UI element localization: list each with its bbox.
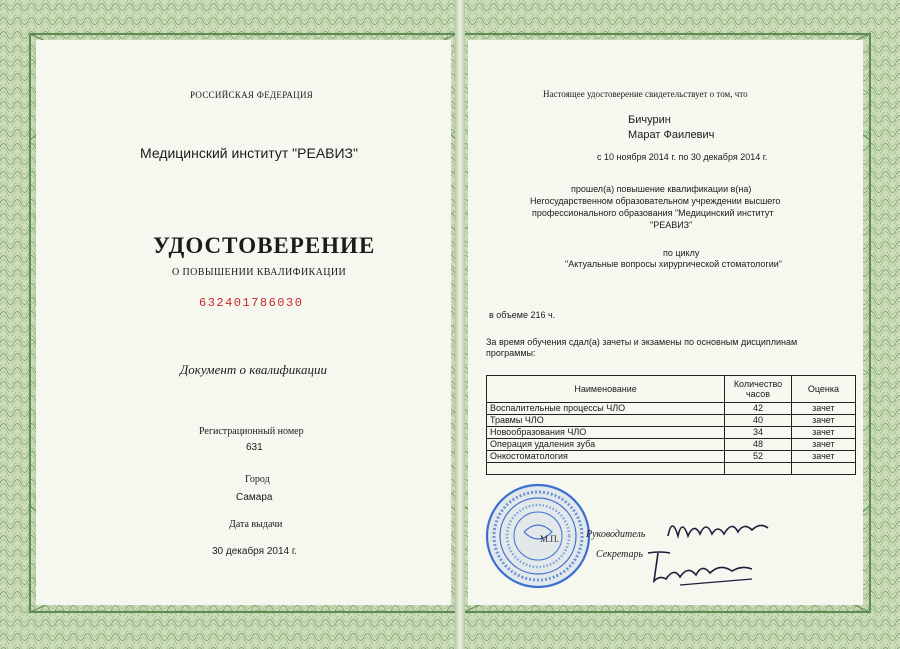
serial-number: 632401786030 [199,296,304,310]
reg-number-label: Регистрационный номер [199,426,304,437]
reg-number-value: 631 [246,442,263,453]
discipline-hours: 42 [725,403,792,415]
discipline-grade [791,463,855,475]
issue-date-label: Дата выдачи [229,519,283,530]
discipline-name [487,463,725,475]
passed-line-3: профессионального образования "Медицинский институт [532,208,774,218]
issue-date-value: 30 декабря 2014 г. [212,546,298,557]
disciplines-table [486,375,856,475]
passed-line-1: прошел(а) повышение квалификации в(на) [571,184,752,194]
discipline-grade: зачет [791,451,855,463]
cycle-value: "Актуальные вопросы хирургической стоматологии" [565,259,782,269]
holder-surname: Бичурин [628,114,671,126]
exams-line-2: программы: [486,348,536,358]
exams-line-1: За время обучения сдал(а) зачеты и экзамены по основным дисциплинам [486,337,798,347]
discipline-hours [725,463,792,475]
official-stamp [484,482,592,590]
table-row [487,463,856,475]
intro-text: Настоящее удостоверение свидетельствует о том, что [543,89,748,99]
head-signature-label: Руководитель [586,529,646,540]
document-title: УДОСТОВЕРЕНИЕ [153,233,376,258]
table-header-row [487,376,856,403]
column-header-name: Наименование [487,376,725,403]
document-type: Документ о квалификации [180,362,327,377]
discipline-grade: зачет [791,427,855,439]
table-row [487,451,856,463]
table-row [487,439,856,451]
city-value: Самара [236,492,273,503]
discipline-name: Онкостоматология [487,451,725,463]
passed-line-2: Негосударственном образовательном учреждении высшего [530,196,781,206]
country-label: РОССИЙСКАЯ ФЕДЕРАЦИЯ [190,90,314,100]
discipline-grade: зачет [791,403,855,415]
document-subtitle: О ПОВЫШЕНИИ КВАЛИФИКАЦИИ [172,267,347,278]
table-row [487,403,856,415]
center-fold [455,0,465,649]
table-row [487,415,856,427]
discipline-name: Воспалительные процессы ЧЛО [487,403,725,415]
passed-line-4: "РЕАВИЗ" [650,220,693,230]
stamp-mp: М.П. [540,534,560,544]
institute-name: Медицинский институт "РЕАВИЗ" [140,145,358,161]
secretary-signature [640,545,760,589]
holder-name: Марат Фаилевич [628,129,715,141]
table-row [487,427,856,439]
discipline-hours: 52 [725,451,792,463]
discipline-name: Операция удаления зуба [487,439,725,451]
discipline-grade: зачет [791,415,855,427]
discipline-grade: зачет [791,439,855,451]
discipline-name: Новообразования ЧЛО [487,427,725,439]
study-period: с 10 ноября 2014 г. по 30 декабря 2014 г. [597,152,768,162]
column-header-hours: Количество часов [725,376,792,403]
city-label: Город [245,474,270,485]
study-volume: в объеме 216 ч. [489,310,556,320]
discipline-hours: 40 [725,415,792,427]
cycle-label: по циклу [663,248,700,258]
head-signature [664,508,774,546]
discipline-hours: 34 [725,427,792,439]
column-header-grade: Оценка [791,376,855,403]
discipline-hours: 48 [725,439,792,451]
discipline-name: Травмы ЧЛО [487,415,725,427]
secretary-signature-label: Секретарь [596,549,644,560]
